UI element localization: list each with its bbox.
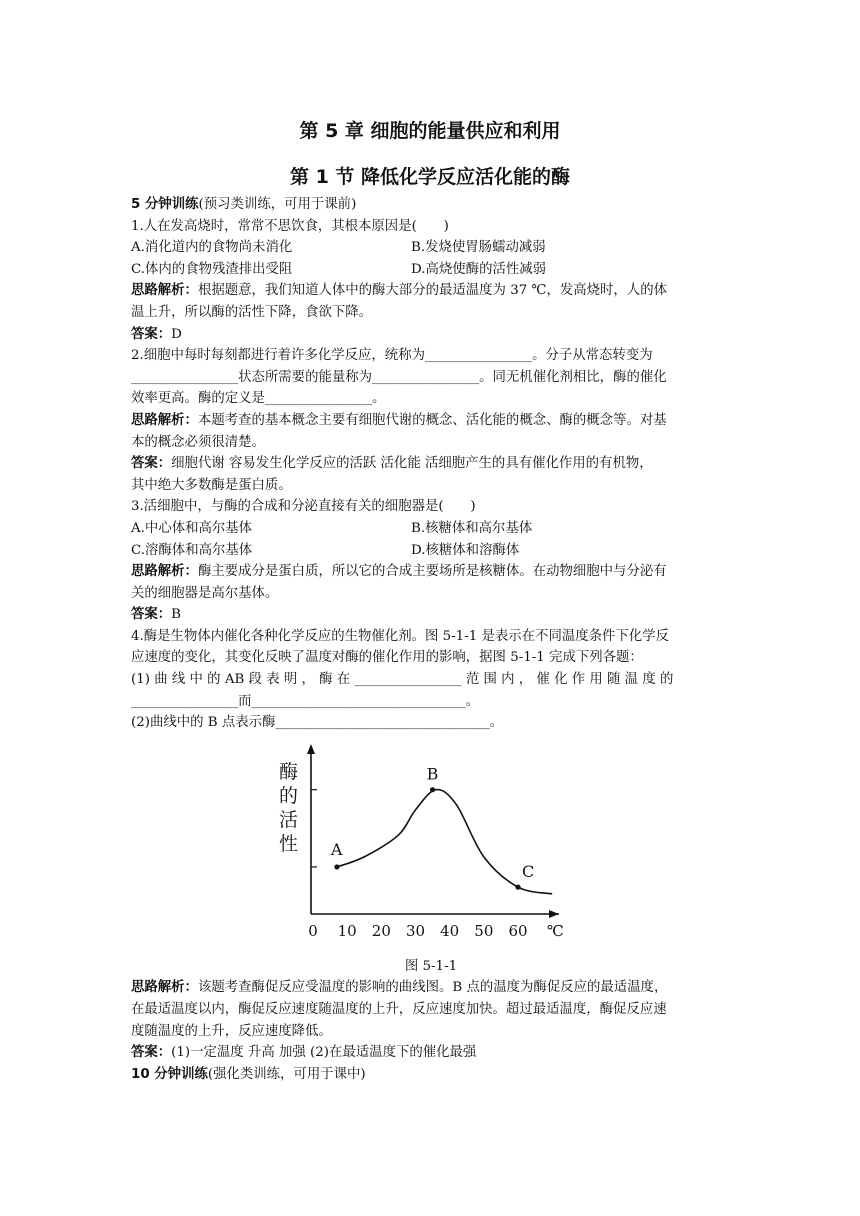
answer-text: D [171,326,182,342]
x-tick-label: 60 [508,921,528,940]
question-3-options-row-2 [131,540,731,562]
analysis-label: 思路解析： [131,980,198,996]
question-3-options-row-1 [131,518,731,540]
y-axis-arrow [307,744,315,754]
section-label: 10 分钟训练 [131,1066,208,1082]
chart-points [330,765,534,890]
x-tick-label: 20 [371,921,391,940]
option-a: A.中心体和高尔基体 [131,520,253,536]
analysis-label: 思路解析： [131,412,198,428]
point-label-a: A [330,839,343,859]
answer-label: 答案： [131,326,172,342]
question-4-line: (1) 曲 线 中 的 AB 段 表 明 ， 酶 在 ________________ 范 围 内 ， 催 化 作 用 随 温 度 的 [131,672,674,688]
x-axis-arrow [549,910,559,918]
figure [131,738,731,958]
x-tick-label: 10 [337,921,357,940]
option-d: D.高烧使酶的活性减弱 [411,261,547,277]
point-c [515,884,520,889]
section-heading-5min [131,194,731,216]
analysis-line [131,410,731,432]
answer-text: 其中绝大多数酶是蛋白质。 [131,477,292,493]
activity-curve [337,789,552,893]
figure-caption: 图 5-1-1 [404,958,458,974]
point-a [334,864,339,869]
question-4-line: ________________而________________________________。 [131,693,480,709]
x-tick-label: 40 [440,921,460,940]
analysis-text: 本的概念必须很清楚。 [131,434,265,450]
analysis-text: 温上升，所以酶的活性下降，食欲下降。 [131,304,373,320]
answer-line [131,604,731,626]
analysis-text: 本题考查的基本概念主要有细胞代谢的概念、活化能的概念、酶的概念等。对基 [197,412,667,428]
analysis-text: 度随温度的上升，反应速度降低。 [131,1023,332,1039]
x-tick-label: 50 [474,921,494,940]
option-c: C.体内的食物残渣排出受阻 [131,261,293,277]
section-label: 5 分钟训练 [131,197,199,212]
point-label-b: B [426,764,439,784]
question-3-stem: 3.活细胞中，与酶的合成和分泌直接有关的细胞器是( ) [131,499,476,515]
answer-line [131,1042,731,1064]
section-note: (预习类训练，可用于课前) [198,197,357,212]
y-label-char: 活 [279,808,299,831]
analysis-text: 关的细胞器是高尔基体。 [131,585,279,601]
section-title: 第 1 节 降低化学反应活化能的酶 [289,166,571,188]
analysis-line [131,280,731,302]
x-axis-unit: ℃ [547,921,564,940]
section-note: (强化类训练，可用于课中) [207,1066,366,1082]
y-label-char: 的 [279,784,299,807]
analysis-label: 思路解析： [131,283,198,299]
analysis-line [131,561,731,583]
option-b: B.发烧使胃肠蠕动减弱 [411,240,546,256]
answer-text: B [171,607,182,623]
option-c: C.溶酶体和高尔基体 [131,542,253,558]
question-2-line: 2.细胞中每时每刻都进行着许多化学反应，统称为________________。分子从常态转变为 [131,348,653,364]
option-a: A.消化道内的食物尚未消化 [131,240,293,256]
y-label-char: 性 [279,832,299,855]
analysis-text: 根据题意，我们知道人体中的酶大部分的最适温度为 37 ℃，发高烧时，人的体 [197,283,667,299]
document-body [131,194,731,1085]
answer-text: 细胞代谢 容易发生化学反应的活跃 活化能 活细胞产生的具有催化作用的有机物， [171,456,653,472]
option-d: D.核糖体和溶酶体 [411,542,520,558]
chapter-title: 第 5 章 细胞的能量供应和利用 [299,120,561,142]
chart-series [337,789,552,893]
answer-line [131,453,731,475]
analysis-text: 该题考查酶促反应受温度的影响的曲线图。B 点的温度为酶促反应的最适温度， [197,980,668,996]
question-1-options-row-2 [131,259,731,281]
section-heading-10min [131,1064,731,1086]
point-label-c: C [522,861,535,881]
y-label-char: 酶 [279,760,299,783]
question-4-line: (2)曲线中的 B 点表示酶________________________________。 [131,715,504,731]
option-b: B.核糖体和高尔基体 [411,520,533,536]
answer-line [131,324,731,346]
y-axis-label [279,761,298,855]
question-4-line: 应速度的变化，其变化反映了温度对酶的催化作用的影响，据图 5-1-1 完成下列各题： [131,650,643,666]
answer-label: 答案： [131,607,172,623]
question-1-stem: 1.人在发高烧时，常常不思饮食，其根本原因是( ) [131,218,449,234]
question-1-options-row-1 [131,237,731,259]
x-tick-label: 0 [308,921,318,940]
analysis-text: 在最适温度以内，酶促反应速度随温度的上升，反应速度加快。超过最适温度，酶促反应速 [131,1002,667,1018]
enzyme-activity-chart [279,738,579,954]
x-tick-label: 30 [405,921,426,940]
x-tick-labels [308,922,564,940]
question-4-line: 4.酶是生物体内催化各种化学反应的生物催化剂。图 5-1-1 是表示在不同温度条件下化学反 [131,628,669,644]
answer-label: 答案： [131,1045,172,1061]
answer-label: 答案： [131,456,172,472]
analysis-label: 思路解析： [131,564,198,580]
question-2-line: 效率更高。酶的定义是________________。 [131,391,386,407]
analysis-text: 酶主要成分是蛋白质，所以它的合成主要场所是核糖体。在动物细胞中与分泌有 [197,564,667,580]
point-b [430,787,435,792]
analysis-line [131,977,731,999]
question-2-line: ________________状态所需要的能量称为________________。同无机催化剂相比，酶的催化 [131,369,667,385]
answer-text: (1)一定温度 升高 加强 (2)在最适温度下的催化最强 [171,1045,477,1061]
